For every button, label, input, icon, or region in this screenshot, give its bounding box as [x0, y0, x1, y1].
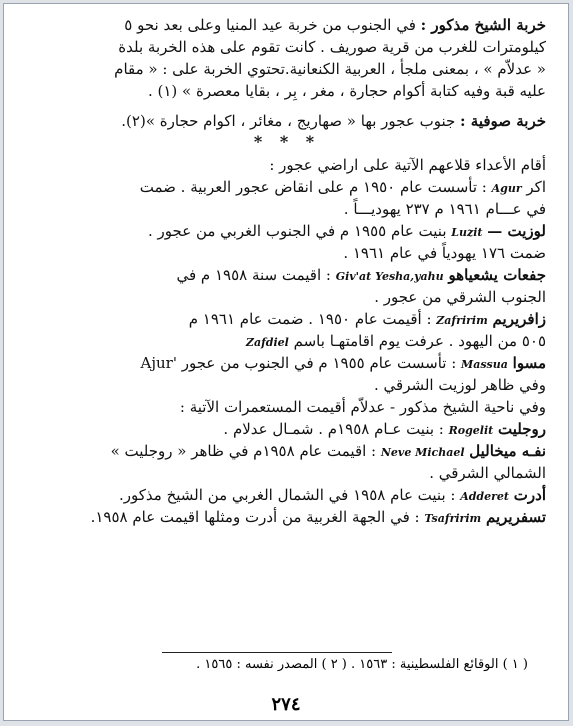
text-line [28, 242, 546, 264]
latin-name: Giv'at Yesha,yahu [335, 270, 444, 283]
entry-heading: خربة الشيخ مذكور : [420, 16, 546, 34]
entry-heading: تسفريريم [485, 508, 546, 526]
document-page [3, 3, 569, 721]
body-text [28, 14, 546, 528]
footnotes: ( ١ ) الوقائع الفلسطينية : ١٥٦٣ . ( ٢ ) المصدر نفسه : ١٥٦٥ . [196, 657, 528, 672]
text-line [28, 198, 546, 220]
text-line [28, 352, 546, 374]
text-line [28, 308, 546, 330]
text-line [28, 418, 546, 440]
entry-heading: مسوا [512, 354, 546, 372]
latin-name: Adderet [460, 490, 509, 503]
text-line [28, 506, 546, 528]
text-line [28, 462, 546, 484]
text-line [28, 36, 546, 58]
text-line [28, 80, 546, 102]
text-line [28, 374, 546, 396]
line-text: الشمالي الشرقي . [429, 464, 546, 482]
text-line [28, 264, 546, 286]
text-line [28, 14, 546, 36]
entry-heading: زافريريم [492, 310, 546, 328]
footnote-rule [162, 652, 392, 653]
line-text: ضمت ١٧٦ يهودياً في عام ١٩٦١ . [343, 244, 546, 262]
paragraph-gap [28, 102, 546, 110]
text-line [28, 440, 546, 462]
latin-name: Agur [491, 182, 522, 195]
entry-heading: لوزيت — [487, 222, 546, 240]
text-line [28, 58, 546, 80]
text-line [28, 396, 546, 418]
entry-heading: روجليت [498, 420, 546, 438]
line-text: أقام الأعداء قلاعهم الآتية على اراضي عجور : [269, 156, 546, 174]
line-text: وفي ناحية الشيخ مذكور - عدلاّم أقيمت المستعمرات الآتية : [179, 398, 546, 416]
line-text: : بنيت عـام ١٩٥٨م . شمـال عدلام . [223, 420, 449, 438]
line-text: : في الجهة الغربية من أدرت ومثلها اقيمت عام ١٩٥٨. [90, 508, 425, 526]
latin-name: Zafririm [436, 314, 488, 327]
line-text: : بنيت عام ١٩٥٨ في الشمال الغربي من الشيخ مذكور. [119, 486, 461, 504]
line-text: في الجنوب من خربة عيد المنيا وعلى بعد نحو ٥ [124, 16, 421, 34]
entry-heading: جفعات يشعياهو [448, 266, 546, 284]
entry-heading: أدرت [513, 486, 546, 504]
line-text: : تأسست عام ١٩٥٠ م على انقاض عجور العربية . ضمت [139, 178, 492, 196]
line-text: جنوب عجور بها « صهاريج ، مغائر ، اكوام حجارة »(٢). [121, 112, 461, 130]
line-text: : اقيمت عام ١٩٥٨م في ظاهر « روجليت » [110, 442, 381, 460]
line-text: بنيت عام ١٩٥٥ م في الجنوب الغربي من عجور . [148, 222, 452, 240]
text-line [28, 176, 546, 198]
text-line [28, 484, 546, 506]
latin-name: Luzit [451, 226, 483, 239]
entry-heading: نفـه ميخاليل [469, 442, 546, 460]
section-separator: * * * [253, 132, 321, 151]
latin-name: Massua [461, 358, 508, 371]
line-text: اكر [521, 178, 546, 196]
line-text: : اقيمت سنة ١٩٥٨ م في [176, 266, 336, 284]
line-text: : أقيمت عام ١٩٥٠ . ضمت عام ١٩٦١ م [188, 310, 437, 328]
line-text: وفي ظاهر لوزيت الشرقي . [374, 376, 546, 394]
page-number: ٢٧٤ [271, 694, 301, 715]
line-text: : تأسست عام ١٩٥٥ م في الجنوب من عجور 'Ajur [140, 354, 462, 372]
latin-name: Zafdiel [245, 336, 289, 349]
line-text: الجنوب الشرقي من عجور . [374, 288, 546, 306]
line-text: عليه قبة وفيه كتابة أكوام حجارة ، مغر ، بِر ، بقايا معصرة » (١) . [147, 82, 546, 100]
text-line [28, 110, 546, 132]
latin-name: Rogelit [448, 424, 494, 437]
text-line [28, 330, 546, 352]
latin-name: Tsafririm [424, 512, 482, 525]
text-line [28, 220, 546, 242]
text-line [28, 154, 546, 176]
latin-name: Neve Michael [380, 446, 465, 459]
line-text: « عدلاّم » ، بمعنى ملجأ ، العربية الكنعانية.تحتوي الخربة على : « مقام [114, 60, 546, 78]
line-text: في عـــام ١٩٦١ م ٢٣٧ يهوديـــاً . [343, 200, 546, 218]
entry-heading: خربة صوفية : [460, 112, 546, 130]
line-text: كيلومترات للغرب من قرية صوريف . كانت تقوم على هذه الخربة بلدة [118, 38, 546, 56]
line-text: ٥٠٥ من اليهود . عرفت يوم اقامتهـا باسم [288, 332, 546, 350]
text-line [28, 286, 546, 308]
